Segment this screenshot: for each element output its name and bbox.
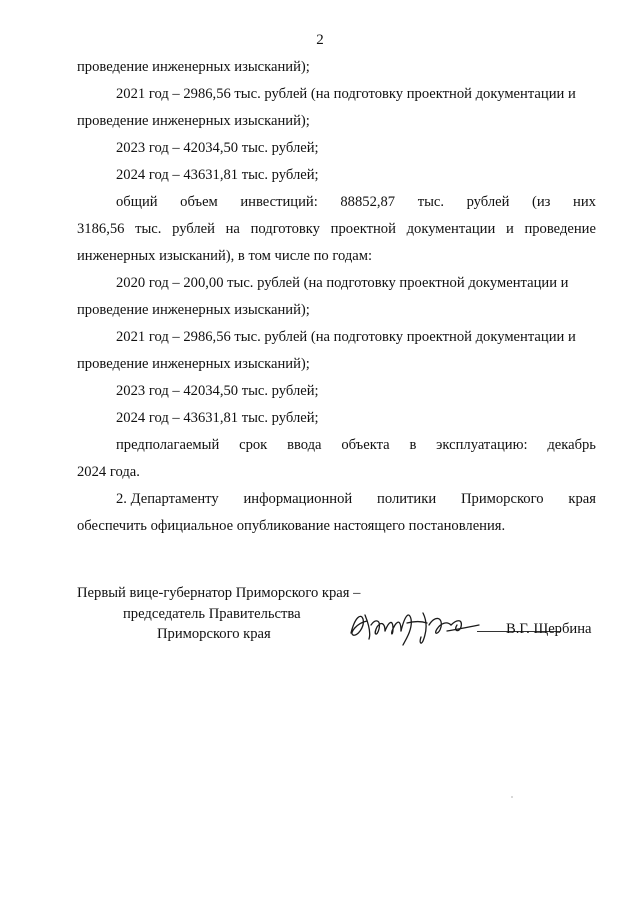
word: срок: [239, 437, 268, 453]
word: 2. Департаменту: [116, 491, 219, 507]
text-line: 2021 год – 2986,56 тыс. рублей (на подготовку проектной документации и: [116, 86, 576, 102]
word: проведение: [524, 221, 596, 237]
text-line: 2024 года.: [77, 464, 140, 480]
word: подготовку: [250, 221, 320, 237]
word: объекта: [341, 437, 390, 453]
word: объем: [180, 194, 218, 210]
text-line: проведение инженерных изысканий);: [77, 302, 310, 318]
text-line-justified: [77, 216, 596, 243]
word: документации: [406, 221, 496, 237]
word: эксплуатацию:: [436, 437, 528, 453]
text-line: проведение инженерных изысканий);: [77, 59, 310, 75]
text-line: 2021 год – 2986,56 тыс. рублей (на подготовку проектной документации и: [116, 329, 576, 345]
text-line: проведение инженерных изысканий);: [77, 113, 310, 129]
text-line: 2023 год – 42034,50 тыс. рублей;: [116, 140, 319, 156]
word: инвестиций:: [240, 194, 318, 210]
word: ввода: [287, 437, 322, 453]
word: тыс.: [417, 194, 444, 210]
signature-block: [77, 583, 596, 643]
text-line: 2024 год – 43631,81 тыс. рублей;: [116, 410, 319, 426]
word: Приморского: [461, 491, 544, 507]
word: тыс.: [135, 221, 162, 237]
signatory-title-line: Первый вице-губернатор Приморского края –: [77, 585, 361, 601]
text-line-justified: [77, 486, 596, 513]
text-line: проведение инженерных изысканий);: [77, 356, 310, 372]
signatory-title-line: председатель Правительства: [123, 606, 301, 622]
word: декабрь: [547, 437, 596, 453]
word: информационной: [243, 491, 353, 507]
word: 88852,87: [340, 194, 396, 210]
word: общий: [116, 194, 158, 210]
text-line: инженерных изысканий), в том числе по годам:: [77, 248, 373, 264]
word: рублей: [466, 194, 510, 210]
word: на: [225, 221, 240, 237]
word: политики: [377, 491, 437, 507]
scan-artifact: [511, 796, 513, 798]
word: рублей: [172, 221, 215, 237]
text-line: 2024 год – 43631,81 тыс. рублей;: [116, 167, 319, 183]
document-body: [77, 54, 596, 540]
word: и: [505, 221, 514, 237]
word: 3186,56: [77, 221, 125, 237]
word: (из: [532, 194, 551, 210]
word: проектной: [330, 221, 396, 237]
text-line-justified: [77, 432, 596, 459]
handwritten-signature: [347, 605, 487, 647]
text-line: 2023 год – 42034,50 тыс. рублей;: [116, 383, 319, 399]
text-line-justified: [77, 189, 596, 216]
word: них: [573, 194, 596, 210]
word: в: [409, 437, 417, 453]
signatory-title-line: Приморского края: [157, 626, 271, 642]
word: края: [568, 491, 596, 507]
word: предполагаемый: [116, 437, 220, 453]
signatory-name: В.Г. Щербина: [506, 621, 592, 637]
page-number: 2: [316, 32, 324, 48]
text-line: обеспечить официальное опубликование настоящего постановления.: [77, 518, 506, 534]
text-line: 2020 год – 200,00 тыс. рублей (на подготовку проектной документации и: [116, 275, 569, 291]
